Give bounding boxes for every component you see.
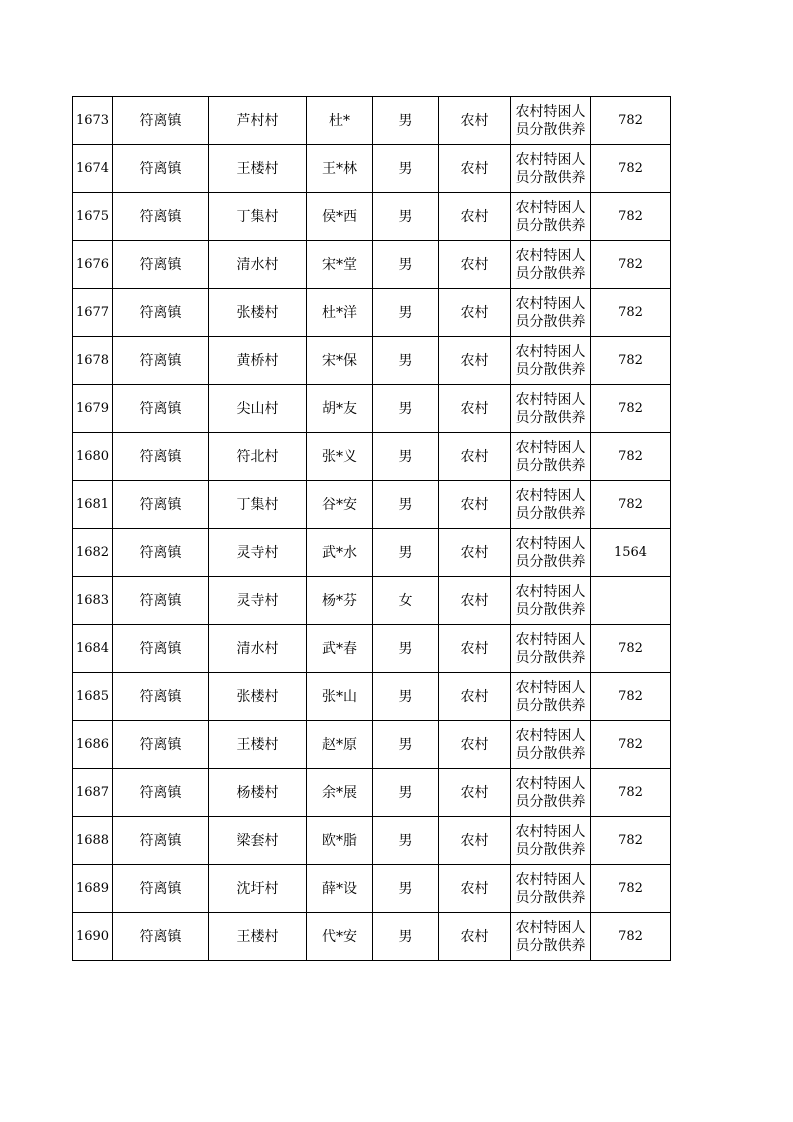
cell-category: 农村特困人员分散供养 — [511, 241, 591, 289]
cell-amount: 782 — [591, 673, 671, 721]
cell-gender: 男 — [373, 817, 439, 865]
cell-id: 1686 — [73, 721, 113, 769]
cell-amount: 782 — [591, 913, 671, 961]
cell-gender: 男 — [373, 481, 439, 529]
cell-town: 符离镇 — [113, 337, 209, 385]
cell-name: 张*山 — [307, 673, 373, 721]
cell-town: 符离镇 — [113, 673, 209, 721]
cell-village: 芦村村 — [209, 97, 307, 145]
cell-amount: 782 — [591, 433, 671, 481]
cell-area: 农村 — [439, 913, 511, 961]
cell-id: 1680 — [73, 433, 113, 481]
cell-category: 农村特困人员分散供养 — [511, 673, 591, 721]
cell-town: 符离镇 — [113, 193, 209, 241]
cell-category: 农村特困人员分散供养 — [511, 913, 591, 961]
cell-village: 张楼村 — [209, 289, 307, 337]
table-row — [73, 385, 671, 433]
cell-gender: 男 — [373, 97, 439, 145]
cell-id: 1690 — [73, 913, 113, 961]
cell-category: 农村特困人员分散供养 — [511, 193, 591, 241]
cell-area: 农村 — [439, 721, 511, 769]
cell-gender: 男 — [373, 625, 439, 673]
cell-name: 谷*安 — [307, 481, 373, 529]
cell-village: 沈圩村 — [209, 865, 307, 913]
cell-category: 农村特困人员分散供养 — [511, 289, 591, 337]
cell-amount — [591, 577, 671, 625]
cell-town: 符离镇 — [113, 481, 209, 529]
table-row — [73, 913, 671, 961]
cell-gender: 男 — [373, 721, 439, 769]
cell-area: 农村 — [439, 145, 511, 193]
table-row — [73, 241, 671, 289]
cell-amount: 782 — [591, 817, 671, 865]
cell-name: 宋*堂 — [307, 241, 373, 289]
cell-amount: 782 — [591, 97, 671, 145]
table-row — [73, 625, 671, 673]
cell-name: 宋*保 — [307, 337, 373, 385]
cell-village: 黄桥村 — [209, 337, 307, 385]
cell-town: 符离镇 — [113, 385, 209, 433]
cell-id: 1675 — [73, 193, 113, 241]
cell-village: 丁集村 — [209, 481, 307, 529]
cell-amount: 782 — [591, 625, 671, 673]
cell-village: 尖山村 — [209, 385, 307, 433]
cell-amount: 782 — [591, 145, 671, 193]
cell-area: 农村 — [439, 241, 511, 289]
cell-village: 杨楼村 — [209, 769, 307, 817]
cell-amount: 782 — [591, 241, 671, 289]
cell-town: 符离镇 — [113, 625, 209, 673]
cell-gender: 男 — [373, 769, 439, 817]
cell-town: 符离镇 — [113, 97, 209, 145]
cell-town: 符离镇 — [113, 433, 209, 481]
cell-gender: 男 — [373, 385, 439, 433]
cell-category: 农村特困人员分散供养 — [511, 529, 591, 577]
cell-id: 1673 — [73, 97, 113, 145]
cell-category: 农村特困人员分散供养 — [511, 97, 591, 145]
cell-name: 薛*设 — [307, 865, 373, 913]
table-row — [73, 769, 671, 817]
cell-amount: 782 — [591, 481, 671, 529]
cell-village: 灵寺村 — [209, 529, 307, 577]
cell-town: 符离镇 — [113, 289, 209, 337]
cell-id: 1685 — [73, 673, 113, 721]
cell-name: 杜* — [307, 97, 373, 145]
cell-town: 符离镇 — [113, 529, 209, 577]
cell-village: 王楼村 — [209, 145, 307, 193]
table-row — [73, 673, 671, 721]
cell-category: 农村特困人员分散供养 — [511, 577, 591, 625]
table-row — [73, 865, 671, 913]
table-row — [73, 97, 671, 145]
cell-name: 欧*脂 — [307, 817, 373, 865]
cell-amount: 782 — [591, 337, 671, 385]
cell-name: 侯*西 — [307, 193, 373, 241]
cell-id: 1684 — [73, 625, 113, 673]
cell-name: 赵*原 — [307, 721, 373, 769]
cell-town: 符离镇 — [113, 817, 209, 865]
cell-area: 农村 — [439, 817, 511, 865]
cell-name: 杨*芬 — [307, 577, 373, 625]
cell-village: 丁集村 — [209, 193, 307, 241]
cell-amount: 1564 — [591, 529, 671, 577]
cell-category: 农村特困人员分散供养 — [511, 721, 591, 769]
cell-id: 1687 — [73, 769, 113, 817]
cell-area: 农村 — [439, 97, 511, 145]
cell-amount: 782 — [591, 193, 671, 241]
table-row — [73, 145, 671, 193]
cell-name: 武*春 — [307, 625, 373, 673]
cell-gender: 男 — [373, 433, 439, 481]
table-row — [73, 193, 671, 241]
cell-id: 1688 — [73, 817, 113, 865]
cell-gender: 男 — [373, 193, 439, 241]
cell-area: 农村 — [439, 337, 511, 385]
cell-town: 符离镇 — [113, 865, 209, 913]
cell-area: 农村 — [439, 769, 511, 817]
cell-id: 1689 — [73, 865, 113, 913]
cell-gender: 男 — [373, 529, 439, 577]
table-row — [73, 481, 671, 529]
cell-village: 梁套村 — [209, 817, 307, 865]
cell-category: 农村特困人员分散供养 — [511, 817, 591, 865]
table-row — [73, 433, 671, 481]
cell-gender: 男 — [373, 913, 439, 961]
cell-area: 农村 — [439, 385, 511, 433]
cell-id: 1682 — [73, 529, 113, 577]
cell-id: 1674 — [73, 145, 113, 193]
cell-gender: 男 — [373, 241, 439, 289]
relief-table — [72, 96, 671, 961]
cell-category: 农村特困人员分散供养 — [511, 337, 591, 385]
cell-amount: 782 — [591, 769, 671, 817]
cell-category: 农村特困人员分散供养 — [511, 433, 591, 481]
cell-village: 灵寺村 — [209, 577, 307, 625]
cell-town: 符离镇 — [113, 913, 209, 961]
cell-area: 农村 — [439, 433, 511, 481]
cell-category: 农村特困人员分散供养 — [511, 385, 591, 433]
table-row — [73, 721, 671, 769]
cell-gender: 男 — [373, 673, 439, 721]
table-row — [73, 289, 671, 337]
cell-name: 余*展 — [307, 769, 373, 817]
cell-village: 张楼村 — [209, 673, 307, 721]
cell-area: 农村 — [439, 481, 511, 529]
cell-category: 农村特困人员分散供养 — [511, 625, 591, 673]
cell-town: 符离镇 — [113, 769, 209, 817]
cell-area: 农村 — [439, 625, 511, 673]
cell-area: 农村 — [439, 673, 511, 721]
cell-category: 农村特困人员分散供养 — [511, 481, 591, 529]
cell-amount: 782 — [591, 385, 671, 433]
cell-area: 农村 — [439, 193, 511, 241]
cell-category: 农村特困人员分散供养 — [511, 145, 591, 193]
cell-name: 胡*友 — [307, 385, 373, 433]
table-row — [73, 577, 671, 625]
cell-town: 符离镇 — [113, 241, 209, 289]
cell-id: 1676 — [73, 241, 113, 289]
cell-town: 符离镇 — [113, 145, 209, 193]
cell-gender: 男 — [373, 289, 439, 337]
cell-id: 1678 — [73, 337, 113, 385]
cell-village: 清水村 — [209, 625, 307, 673]
cell-category: 农村特困人员分散供养 — [511, 865, 591, 913]
cell-village: 王楼村 — [209, 913, 307, 961]
cell-id: 1679 — [73, 385, 113, 433]
cell-name: 代*安 — [307, 913, 373, 961]
cell-id: 1677 — [73, 289, 113, 337]
cell-village: 王楼村 — [209, 721, 307, 769]
cell-name: 张*义 — [307, 433, 373, 481]
table-row — [73, 529, 671, 577]
cell-name: 杜*洋 — [307, 289, 373, 337]
table-row — [73, 817, 671, 865]
cell-village: 清水村 — [209, 241, 307, 289]
table-body — [73, 97, 671, 961]
cell-area: 农村 — [439, 865, 511, 913]
cell-name: 王*林 — [307, 145, 373, 193]
cell-gender: 男 — [373, 337, 439, 385]
cell-id: 1683 — [73, 577, 113, 625]
cell-gender: 男 — [373, 145, 439, 193]
cell-area: 农村 — [439, 577, 511, 625]
table-row — [73, 337, 671, 385]
cell-area: 农村 — [439, 289, 511, 337]
cell-amount: 782 — [591, 721, 671, 769]
cell-amount: 782 — [591, 865, 671, 913]
cell-category: 农村特困人员分散供养 — [511, 769, 591, 817]
cell-town: 符离镇 — [113, 577, 209, 625]
cell-name: 武*水 — [307, 529, 373, 577]
cell-gender: 女 — [373, 577, 439, 625]
cell-town: 符离镇 — [113, 721, 209, 769]
cell-village: 符北村 — [209, 433, 307, 481]
cell-gender: 男 — [373, 865, 439, 913]
cell-area: 农村 — [439, 529, 511, 577]
cell-id: 1681 — [73, 481, 113, 529]
cell-amount: 782 — [591, 289, 671, 337]
